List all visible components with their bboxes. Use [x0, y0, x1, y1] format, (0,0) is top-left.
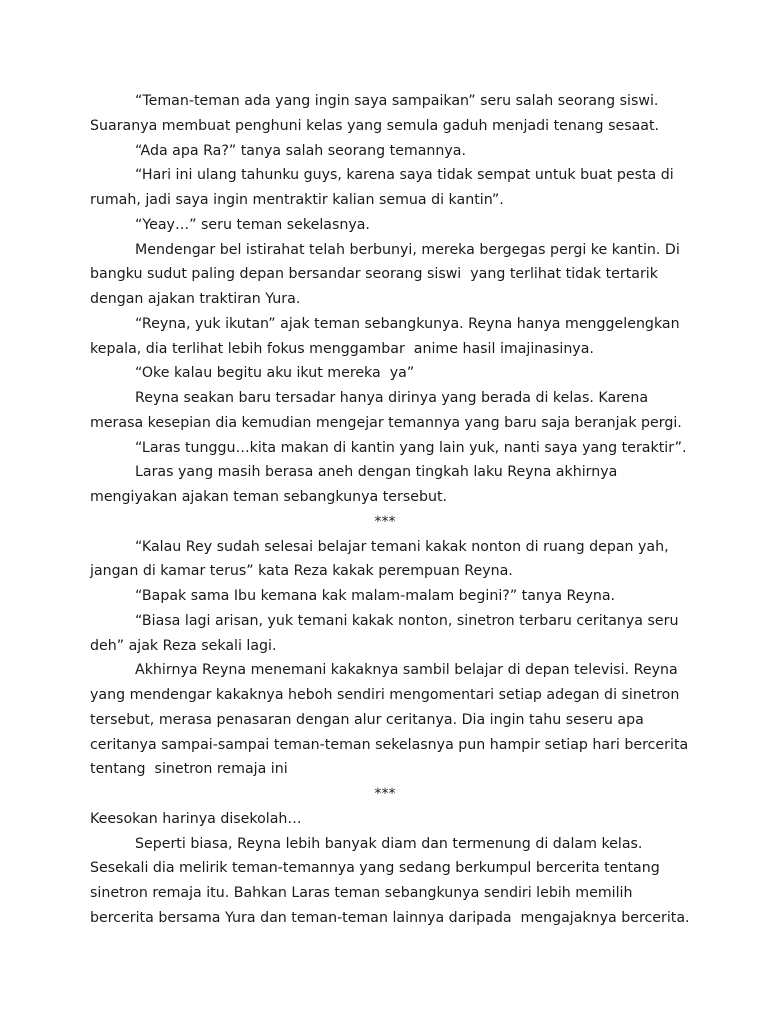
text-line: Sesekali dia melirik teman-temannya yang sedang berkumpul bercerita tentang — [90, 860, 660, 877]
paragraph-first-line: “Reyna, yuk ikutan” ajak teman sebangkunya. Reyna hanya menggelengkan — [135, 315, 680, 332]
text-line: sinetron remaja itu. Bahkan Laras teman sebangkunya sendiri lebih memilih — [90, 885, 633, 901]
text-line: yang mendengar kakaknya heboh sendiri mengomentari setiap adegan di sinetron — [90, 687, 680, 703]
section-separator: *** — [374, 513, 396, 530]
paragraph-first-line: “Biasa lagi arisan, yuk temani kakak nonton, sinetron terbaru ceritanya seru — [135, 612, 679, 629]
paragraph-first-line: “Laras tunggu…kita makan di kantin yang lain yuk, nanti saya yang teraktir”. — [135, 439, 687, 456]
section-separator: *** — [374, 786, 396, 802]
paragraph-first-line: Akhirnya Reyna menemani kakaknya sambil belajar di depan televisi. Reyna — [135, 662, 678, 679]
text-line: tentang sinetron remaja ini — [90, 761, 288, 778]
text-line: Suaranya membuat penghuni kelas yang semula gaduh menjadi tenang sesaat. — [90, 117, 660, 134]
paragraph-first-line: Mendengar bel istirahat telah berbunyi, mereka bergegas pergi ke kantin. Di — [135, 241, 680, 258]
text-line: ceritanya sampai-sampai teman-teman sekelasnya pun hampir setiap hari bercerita — [90, 736, 689, 753]
text-line: tersebut, merasa penasaran dengan alur ceritanya. Dia ingin tahu seseru apa — [90, 711, 644, 728]
paragraph-first-line: Seperti biasa, Reyna lebih banyak diam dan termenung di dalam kelas. — [135, 835, 643, 852]
paragraph-first-line: “Bapak sama Ibu kemana kak malam-malam begini?” tanya Reyna. — [135, 588, 616, 604]
paragraph-first-line: “Kalau Rey sudah selesai belajar temani kakak nonton di ruang depan yah, — [135, 538, 669, 555]
text-line: deh” ajak Reza sekali lagi. — [90, 637, 277, 654]
text-line: rumah, jadi saya ingin mentraktir kalian semua di kantin”. — [90, 192, 504, 208]
paragraph-first-line: “Hari ini ulang tahunku guys, karena saya tidak sempat untuk buat pesta di — [135, 167, 674, 184]
paragraph-first-line: “Ada apa Ra?” tanya salah seorang temannya. — [135, 142, 467, 159]
text-line: Keesokan harinya disekolah… — [90, 810, 302, 827]
text-line: jangan di kamar terus” kata Reza kakak perempuan Reyna. — [90, 563, 513, 580]
paragraph-first-line: Laras yang masih berasa aneh dengan tingkah laku Reyna akhirnya — [135, 464, 618, 481]
text-line: kepala, dia terlihat lebih fokus menggambar anime hasil imajinasinya. — [90, 340, 594, 357]
text-line: bercerita bersama Yura dan teman-teman lainnya daripada mengajaknya bercerita. — [90, 909, 690, 926]
paragraph-first-line: “Yeay…” seru teman sekelasnya. — [135, 216, 370, 233]
paragraph-first-line: Reyna seakan baru tersadar hanya dirinya yang berada di kelas. Karena — [135, 390, 649, 406]
text-line: bangku sudut paling depan bersandar seorang siswi yang terlihat tidak tertarik — [90, 266, 658, 283]
story-text — [90, 89, 690, 931]
text-line: merasa kesepian dia kemudian mengejar temannya yang baru saja beranjak pergi. — [90, 414, 682, 431]
paragraph-first-line: “Oke kalau begitu aku ikut mereka ya” — [135, 365, 415, 382]
text-line: dengan ajakan traktiran Yura. — [90, 291, 301, 307]
paragraph-first-line: “Teman-teman ada yang ingin saya sampaikan” seru salah seorang siswi. — [135, 93, 659, 109]
text-line: mengiyakan ajakan teman sebangkunya tersebut. — [90, 489, 448, 505]
